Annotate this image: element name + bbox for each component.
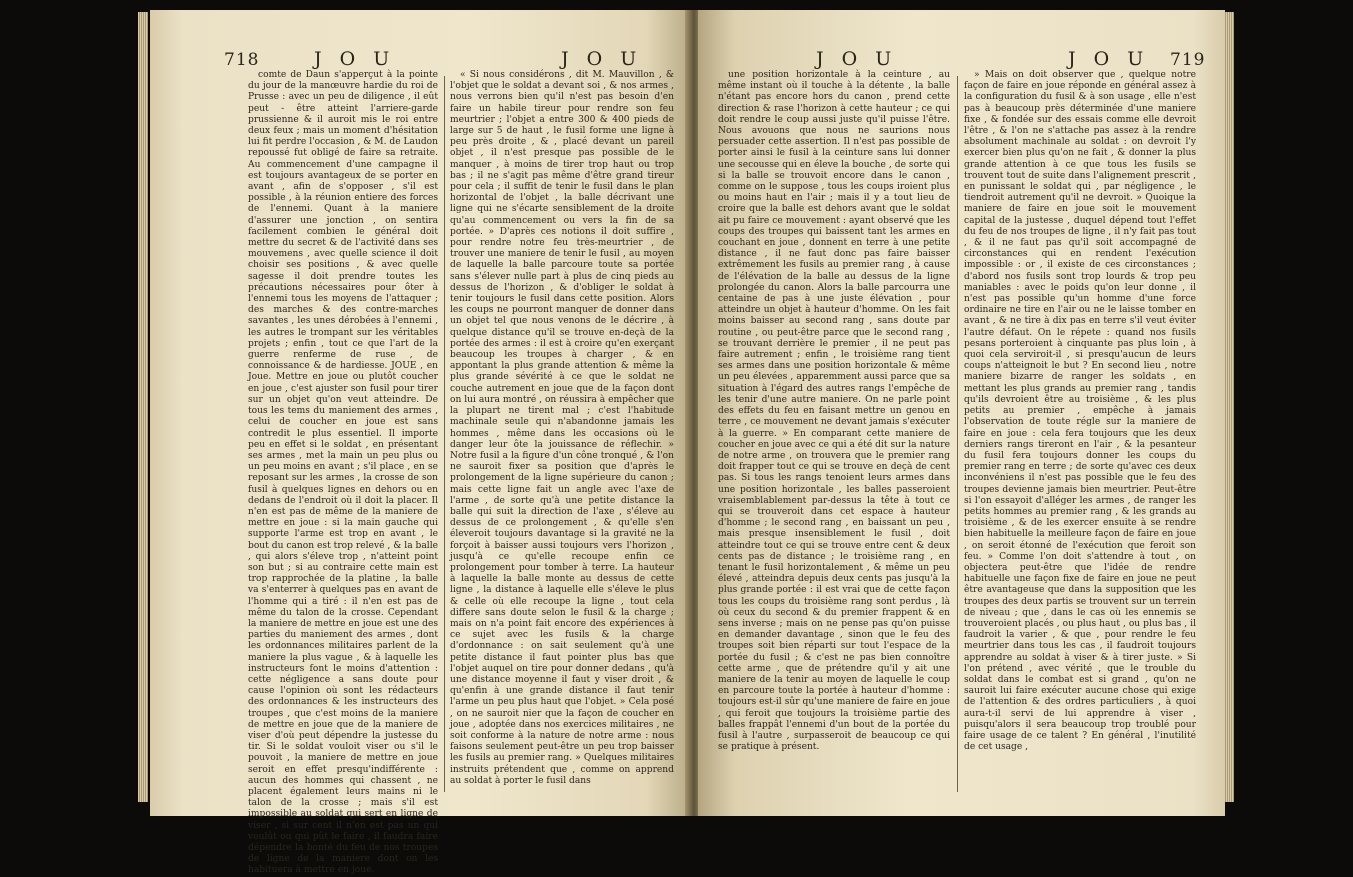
left-page-edges: [138, 12, 148, 802]
left-column-1: [248, 70, 438, 876]
left-page-number: 718: [224, 50, 260, 70]
left-column-2-text: « Si nous considérons , dit M. Mauvillon , & l'objet que le soldat a devant soi , & nos armes , nous verrons bien qu'il n'est pas besoin d'en faire un habile tireur pour rendre son feu meurtrier ; l'objet a entre 300 & 400 pieds de large sur 5 de haut , le fusil forme une ligne à peu près droite , & , placé devant un pareil objet , il n'est presque pas possible de le manquer , à moins de tirer trop haut ou trop bas ; il ne s'agit pas même d'être grand tireur pour cela ; il suffit de tenir le fusil dans le plan horizontal de l'objet , la balle décrivant une ligne qui ne s'écarte sensiblement de la droite qu'au commencement ou vers la fin de sa portée. » D'après ces notions il doit suffire , pour rendre notre feu très-meurtrier , de trouver une maniere de tenir le fusil , au moyen de laquelle la balle parcoure toute sa portée sans s'élever nulle part à plus de cinq pieds au dessus de l'horizon , & d'obliger le soldat à tenir toujours le fusil dans cette position. Alors les coups ne pourront manquer de donner dans un objet tel que nous venons de le décrire , à quelque distance qu'il se trouve en-deçà de la portée des armes : il est à croire qu'en exerçant beaucoup les troupes à charger , & en appontant la plus grande attention & même la plus grande sévérité à ce que le soldat ne couche autrement en joue que de la façon dont on lui aura montré , on réussira à empêcher que la plupart ne tirent mal ; c'est l'habitude machinale seule qui n'abandonne jamais les hommes , même dans les occasions où le danger leur ôte la jouissance de réflechir. » Notre fusil a la figure d'un cône tronqué , & l'on ne sauroit fixer sa position que d'après le prolongement de la ligne supérieure du canon ; mais cette ligne fait un angle avec l'axe de l'arme , de sorte qu'à une petite distance la balle qui suit la direction de l'axe , s'éleve au dessus de ce prolongement , & qu'elle s'en éleveroit toujours davantage si la gravité ne la forçoit à baisser aussi toujours vers l'horizon , jusqu'à ce qu'elle recoupe enfin ce prolongement pour tomber à terre. La hauteur à laquelle la balle monte au dessus de cette ligne , la distance à laquelle elle s'éleve le plus & celle où elle recoupe la ligne , tout cela differe sans doute selon le fusil & la charge ; mais on n'a point fait encore des expériences à ce sujet avec les fusils & la charge d'ordonnance : on sait seulement qu'à une petite distance il faut pointer plus bas que l'objet auquel on tire pour donner dedans , qu'à une distance moyenne il faut y viser droit , & qu'enfin à une grande distance il faut tenir l'arme un peu plus haut que l'objet. » Cela posé , on ne sauroit nier que la façon de coucher en joue , adoptée dans nos exercices militaires , ne soit conforme à la nature de notre arme : nous faisons seulement peut-être un peu trop baisser les fusils au premier rang. » Quelques militaires instruits prétendent que , comme on apprend au soldat à porter le fusil dans: [450, 70, 674, 786]
left-column-1-text: comte de Daun s'apperçut à la pointe du jour de la manœuvre hardie du roi de Prusse : avec un peu de diligence , il eût peut - être atteint l'arriere-garde prussienne & il auroit mis le roi entre deux feux ; mais un moment d'hésitation lui fit perdre l'occasion , & M. de Laudon repoussé fut obligé de faire sa retraite. Au commencement d'une campagne il est toujours avantageux de se porter en avant , afin de s'opposer , s'il est possible , à la réunion entiere des forces de l'ennemi. Quant à la maniere d'assurer une jonction , on sentira facilement combien le général doit mettre du secret & de l'activité dans ses mouvemens , avec quelle science il doit choisir ses positions , & avec quelle sagesse il doit prendre toutes les précautions nécessaires pour ôter à l'ennemi tous les moyens de l'attaquer ; des marches & des contre-marches savantes , les unes dérobées à l'ennemi , les autres le trompant sur les véritables projets ; enfin , tout ce que l'art de la guerre renferme de ruse , de connoissance & de hardiesse. JOUE , en Joue. Mettre en joue ou plutôt coucher en joue , c'est ajuster son fusil pour tirer sur un objet qu'on veut atteindre. De tous les tems du maniement des armes , celui de coucher en joue est sans contredit le plus essentiel. Il importe peu en effet si le soldat , en présentant ses armes , met la main un peu plus ou un peu moins en avant ; s'il place , en se reposant sur les armes , la crosse de son fusil à quelques lignes en dehors ou en dedans de l'endroit où il doit la placer. Il n'en est pas de même de la maniere de mettre en joue : si la main gauche qui supporte l'arme est trop en avant , le bout du canon est trop relevé , & la balle , qui alors s'éleve trop , n'atteint point son but ; si au contraire cette main est trop rapprochée de la platine , la balle va s'enterrer à quelques pas en avant de l'homme qui a tiré : il n'en est pas de même du talon de la crosse. Cependant la maniere de mettre en joue est une des parties du maniement des armes , dont les ordonnances militaires parlent de la maniere la plus vague , & à laquelle les instructeurs font le moins d'attention : cette négligence a sans doute pour cause l'opinion où sont les rédacteurs des ordonnances & les instructeurs des troupes , que c'est moins de la maniere de mettre en joue que de la maniere de viser d'où peut dépendre la justesse du tir. Si le soldat vouloit viser ou s'il le pouvoit , la maniere de mettre en joue seroit en effet presqu'indifférente : aucun des hommes qui chassent , ne placent également leurs mains ni le talon de la crosse ; mais s'il est impossible au soldat qui sert en ligne de viser , si sur cent il n'en est pas un qui voulût ou qui pût le faire , il faudra faire dépendre la bonté du feu de nos troupes de ligne de la maniere dont on les habituera à mettre en joue.: [248, 70, 438, 876]
left-running-head-2: J O U: [561, 48, 643, 70]
right-running-head-1: J O U: [816, 48, 898, 70]
right-column-2-text: » Mais on doit observer que , quelque notre façon de faire en joue réponde en général assez à la configuration du fusil & à son usage , elle n'est pas à beaucoup près déterminée d'une maniere fixe , & fondée sur des essais comme elle devroit l'être , & l'on ne s'attache pas assez à la rendre absolument machinale au soldat : on devroit l'y exercer bien plus qu'on ne fait , & donner la plus grande attention à ce que tous les fusils se trouvent tout de suite dans l'alignement prescrit , en punissant le soldat qui , par négligence , le tiendroit autrement qu'il ne devroit. » Quoique la maniere de faire en joue soit le mouvement capital de la justesse , duquel dépend tout l'effet du feu de nos troupes de ligne , il n'y fait pas tout , & il ne faut pas qu'il soit accompagné de circonstances qui en rendent l'exécution impossible : or , il existe de ces circonstances ; d'abord nos fusils sont trop lourds & trop peu maniables : avec le poids qu'on leur donne , il n'est pas possible qu'un homme d'une force ordinaire ne tire en l'air ou ne le laisse tomber en avant , & ne tire à dix pas en terre s'il veut éviter l'autre défaut. On le répete : quand nos fusils pesans porteroient à cinquante pas plus loin , à quoi cela serviroit-il , si presqu'aucun de leurs coups n'atteignoit le but ? En second lieu , notre maniere bizarre de ranger les soldats , en mettant les plus grands au premier rang , tandis qu'ils devroient être au troisième , & les plus petits au premier , empêche à jamais l'observation de toute régle sur la maniere de faire en joue : cela fera toujours que les deux derniers rangs tireront en l'air , & la pesanteur du fusil fera toujours donner les coups du premier rang en terre ; de sorte qu'avec ces deux inconvéniens il n'est pas possible que le feu des troupes devienne jamais bien meurtrier. Peut-être si l'on essayoit d'alléger les armes , de ranger les petits hommes au premier rang , & les grands au troisième , & de les exercer ensuite à se rendre bien habituelle la meilleure façon de faire en joue , on seroit étonné de l'exécution que feroit son feu. » Comme l'on doit s'attendre à tout , on objectera peut-être que l'idée de rendre habituelle une façon fixe de faire en joue ne peut être avantageuse que dans la supposition que les troupes des deux partis se trouvent sur un terrein de niveau ; que , dans le cas où les ennemis se trouveroient placés , ou plus haut , ou plus bas , il faudroit la varier , & que , pour rendre le feu meurtrier dans tous les cas , il faudroit toujours apprendre au soldat à viser & à tirer juste. » Si l'on prétend , avec vérité , que le trouble du soldat dans le combat est si grand , qu'on ne sauroit lui faire exécuter aucune chose qui exige de l'attention & des ordres particuliers , à quoi aura-t-il servi de lui apprendre à viser , puisqu'alors il sera beaucoup trop troublé pour faire usage de ce talent ? En général , l'inutilité de cet usage ,: [964, 70, 1196, 753]
left-running-head-1: J O U: [314, 48, 396, 70]
right-column-rule: [957, 76, 958, 792]
left-column-rule: [444, 76, 445, 792]
right-column-1-text: une position horizontale à la ceinture , au même instant où il touche à la détente , la balle n'étant pas encore hors du canon , prend cette direction & rase l'horizon à cette hauteur ; ce qui doit rendre le coup aussi juste qu'il puisse l'être. Nous avouons que nous ne saurions nous persuader cette assertion. Il n'est pas possible de porter ainsi le fusil à la ceinture sans lui donner une secousse qui en éleve la bouche , de sorte qui si la balle se trouvoit encore dans le canon , comme on le suppose , tous les coups iroient plus ou moins haut en l'air ; mais il y a tout lieu de croire que la balle est dehors avant que le soldat ait pu faire ce mouvement : ayant observé que les coups des troupes qui baissent tant les armes en couchant en joue , donnent en terre à une petite distance , il ne faut donc pas faire baisser extrêmement les fusils au premier rang , à cause de l'élévation de la balle au dessus de la ligne prolongée du canon. Alors la balle parcourra une centaine de pas à une juste élévation , pour atteindre un objet à hauteur d'homme. On les fait moins baisser au second rang , sans doute par routine , ou peut-être parce que le second rang , se trouvant derrière le premier , il ne peut pas faire autrement ; enfin , le troisième rang tient ses armes dans une position horizontale & même un peu élevées , apparemment aussi parce que sa situation à l'égard des autres rangs l'empêche de les tenir d'une autre maniere. On ne parle point des effets du feu en faisant mettre un genou en terre , ce mouvement ne devant jamais s'exécuter à la guerre. » En comparant cette maniere de coucher en joue avec ce qui a été dit sur la nature de notre arme , on trouvera que le premier rang doit frapper tout ce qui se trouve en deçà de cent pas. Si tous les rangs tenoient leurs armes dans une position horizontale , les balles passeroient vraisemblablement par-dessus la tête à tout ce qui se trouveroit dans cet espace à hauteur d'homme ; le second rang , en baissant un peu , mais presque insensiblement le fusil , doit atteindre tout ce qui se trouve entre cent & deux cents pas de distance ; le troisième rang , en tenant le fusil horizontalement , & même un peu élevé , atteindra depuis deux cents pas jusqu'à la plus grande portée : il est vrai que de cette façon tous les coups du troisième rang sont perdus , là où ceux du second & du premier frappent & en sens inverse ; mais on ne pense pas qu'on puisse en demander davantage , sinon que le feu des troupes soit bien réparti sur tout l'espace de la portée du fusil ; & c'est ne pas bien connoître cette arme , que de prétendre qu'il y ait une maniere de la tenir au moyen de laquelle le coup en parcoure toute la portée à hauteur d'homme : toujours est-il sûr qu'une maniere de faire en joue , qui feroit que toujours la troisième partie des balles frappât l'ennemi d'un bout de la portée du fusil à l'autre , surpasseroit de beaucoup ce qui se pratique à présent.: [718, 70, 950, 753]
right-running-head-2: J O U: [1068, 48, 1150, 70]
right-column-1: [718, 70, 950, 812]
right-page-number: 719: [1170, 50, 1206, 70]
right-page-edges: [1224, 12, 1234, 802]
book-spread: [150, 10, 1225, 876]
right-column-2: [964, 70, 1196, 812]
left-column-2: [450, 70, 674, 812]
left-page: [150, 10, 690, 876]
right-page: [698, 10, 1225, 816]
